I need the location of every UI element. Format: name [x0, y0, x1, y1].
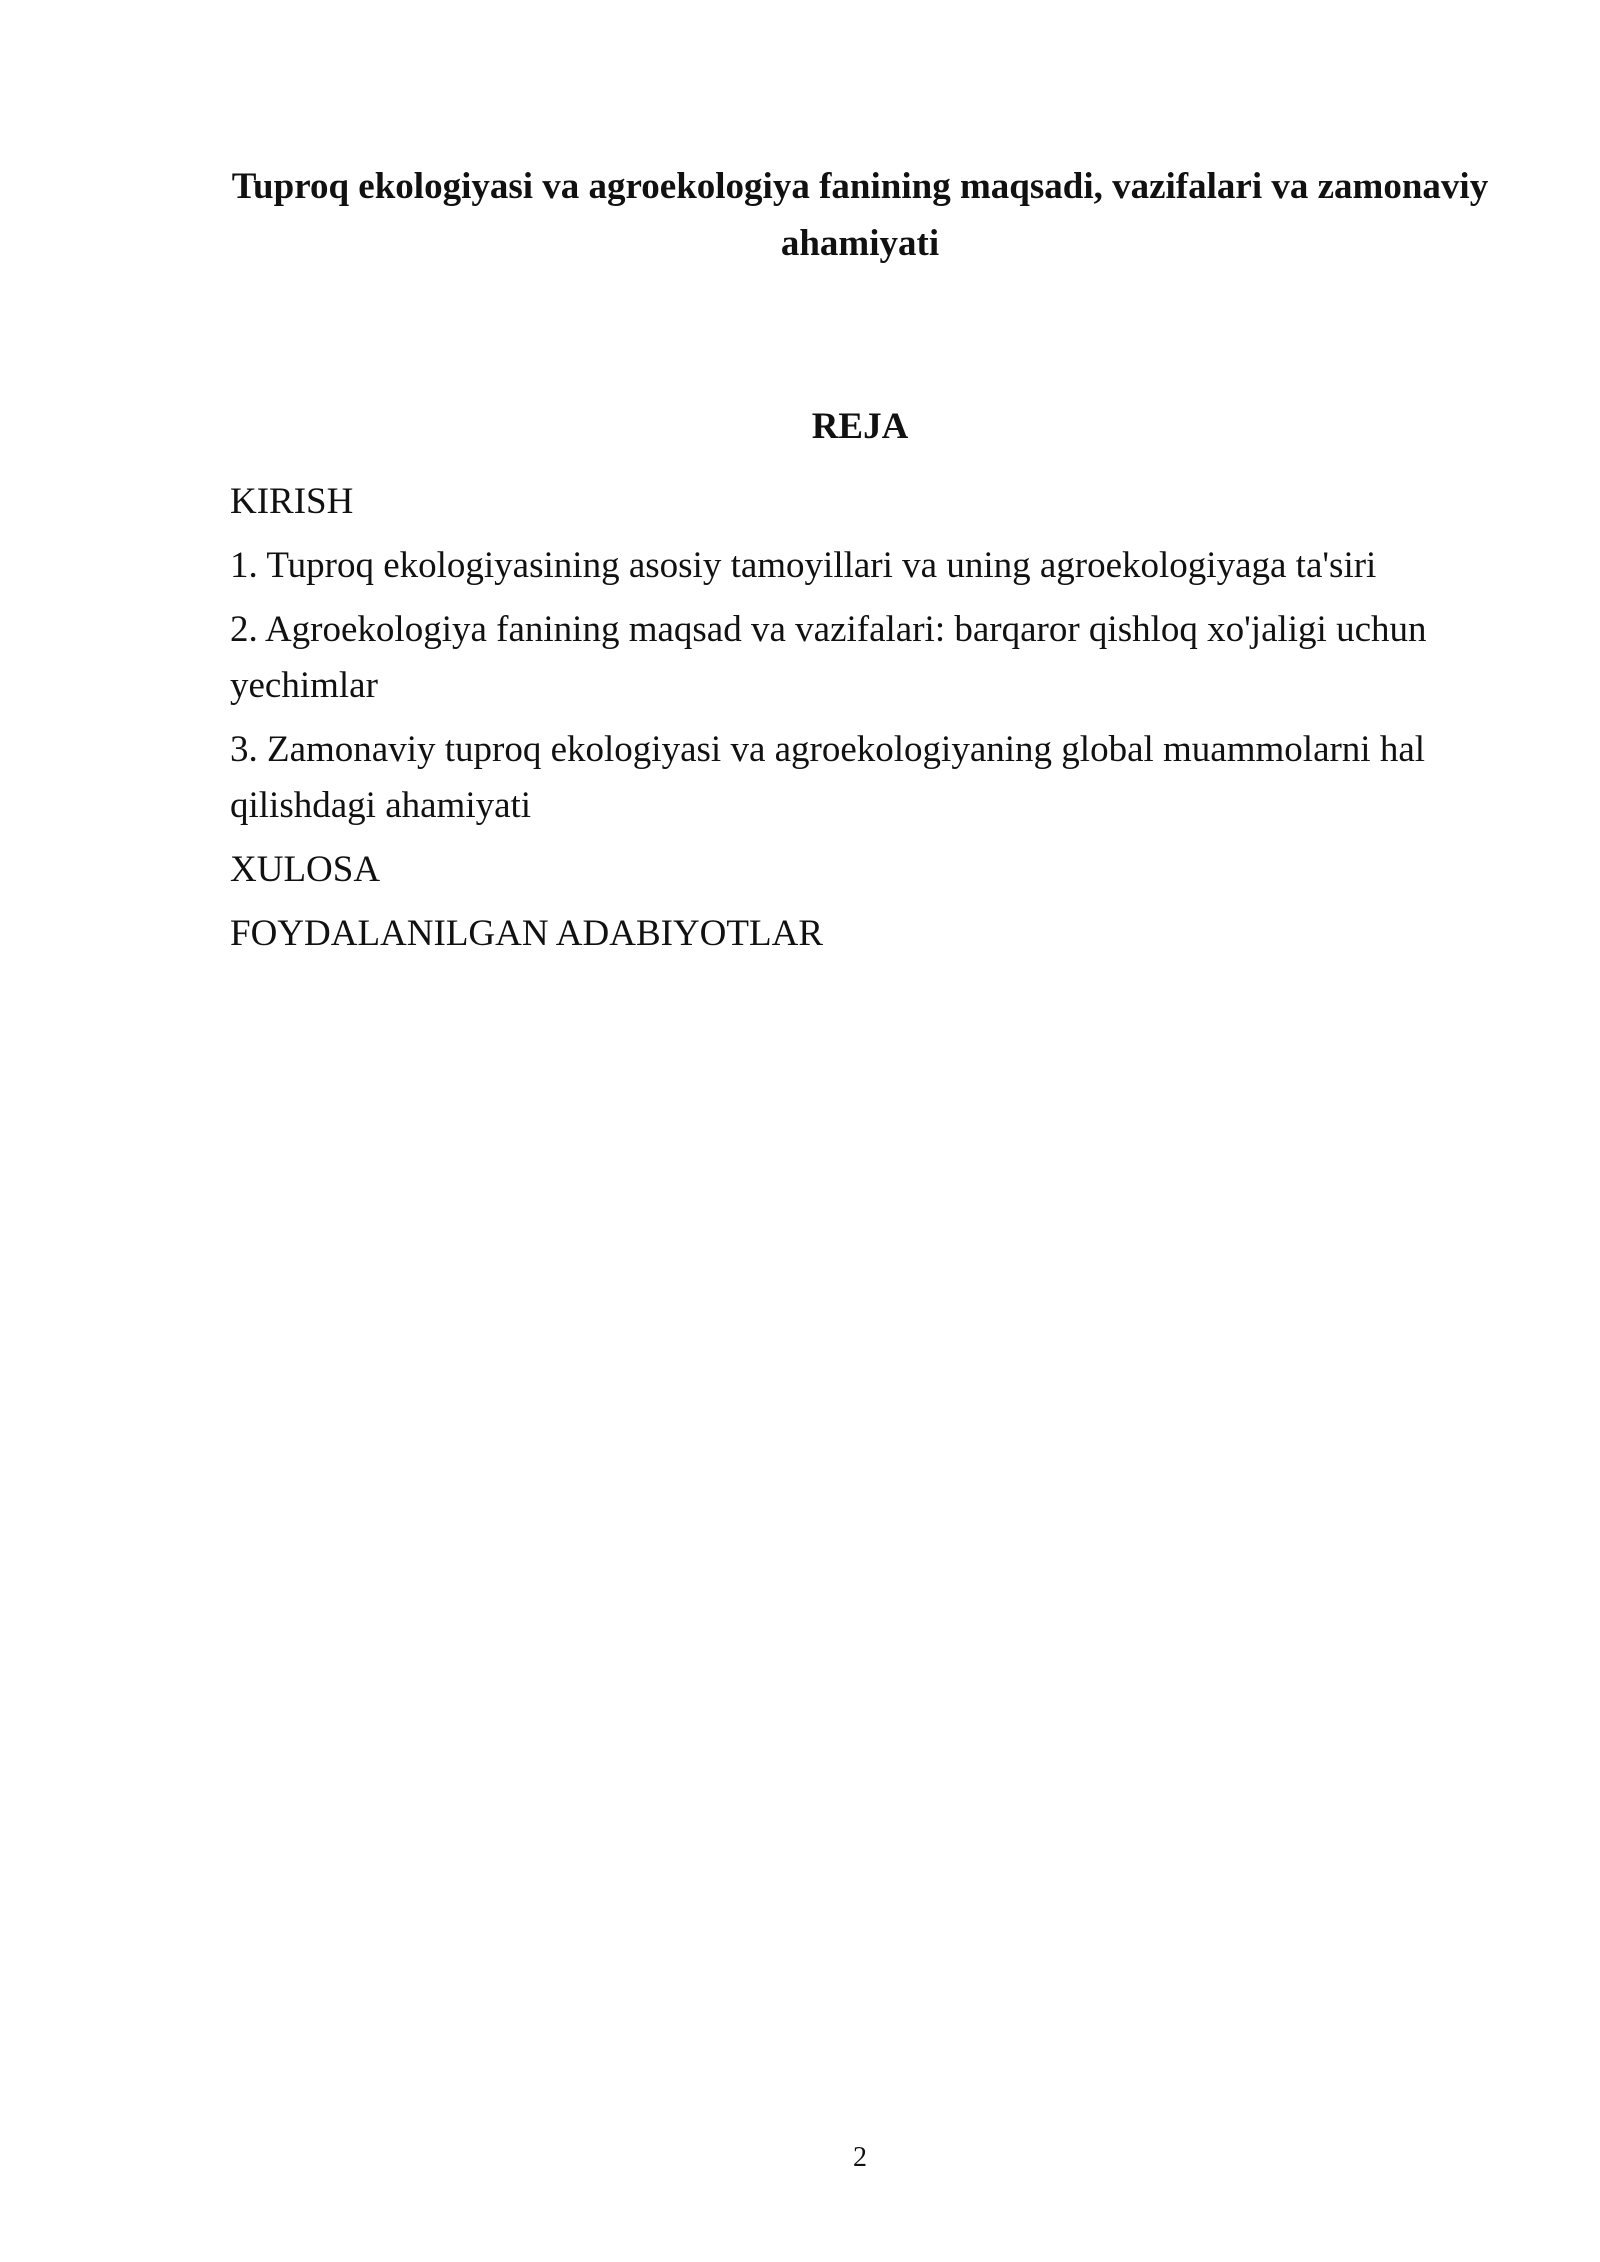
plan-list: [230, 474, 1485, 970]
plan-item-3: 3. Zamonaviy tuproq ekologiyasi va agroekologiyaning global muammolarni hal qilishdagi ahamiyati: [230, 729, 1426, 826]
plan-item-introduction: KIRISH: [230, 481, 354, 522]
plan-heading: REJA: [811, 406, 909, 447]
plan-item-references: FOYDALANILGAN ADABIYOTLAR: [230, 913, 823, 954]
page-number: 2: [853, 2142, 867, 2173]
document-title: Tuproq ekologiyasi va agroekologiya fanining maqsadi, vazifalari va zamonaviy ahamiyati: [231, 166, 1489, 264]
plan-item-1: 1. Tuproq ekologiyasining asosiy tamoyillari va uning agroekologiyaga ta'siri: [230, 545, 1377, 586]
plan-item-2: 2. Agroekologiya fanining maqsad va vazifalari: barqaror qishloq xo'jaligi uchun yechimlar: [230, 609, 1427, 706]
plan-item-conclusion: XULOSA: [230, 849, 381, 890]
